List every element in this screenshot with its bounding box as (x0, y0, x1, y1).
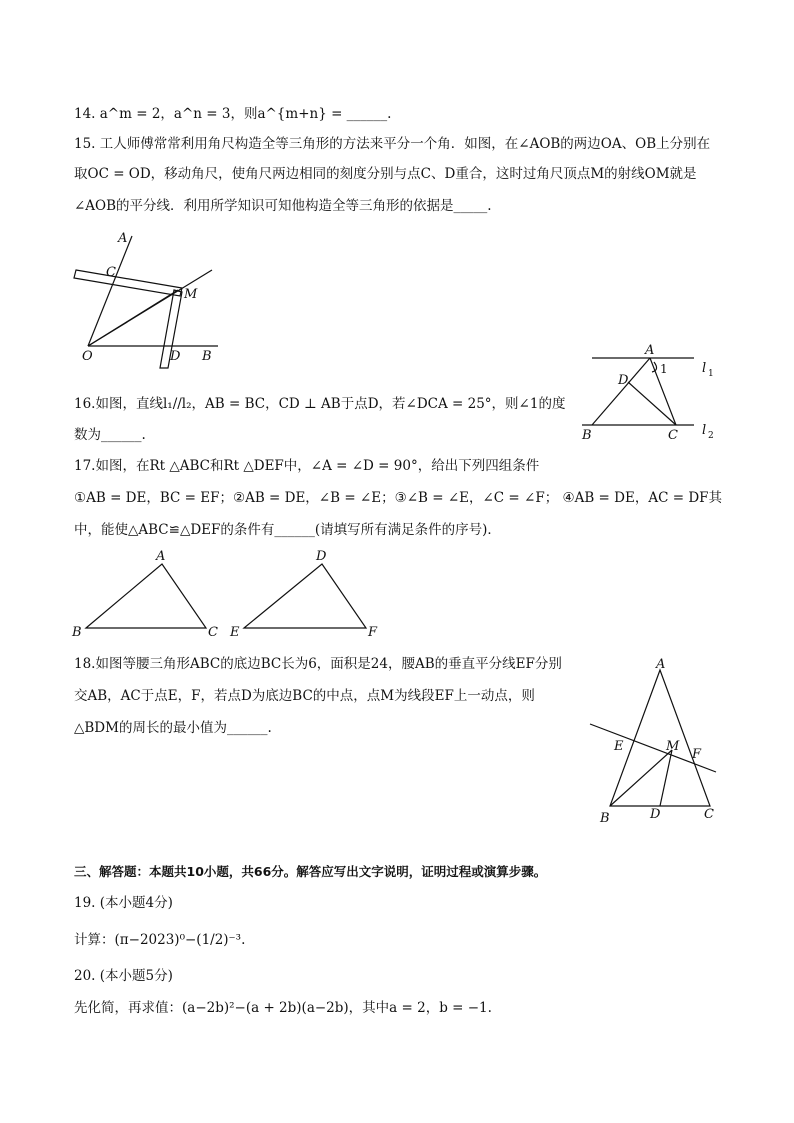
q17-figure-abc (70, 548, 230, 643)
q20-body: 先化简，再求值：(a−2b)²−(a + 2b)(a−2b)，其中a = 2，b = −1. (74, 1000, 492, 1016)
label-l1: l (702, 361, 707, 376)
q15-line3: ∠AOB的平分线．利用所学知识可知他构造全等三角形的依据是_____. (74, 198, 492, 214)
label-m: M (666, 739, 680, 754)
label-c: C (106, 265, 116, 280)
label-b: B (202, 349, 212, 364)
q17-line2: ①AB = DE，BC = EF；②AB = DE，∠B = ∠E；③∠B = ∠E，∠C = ∠F； ④AB = DE，AC = DF其 (74, 490, 723, 506)
q18-figure (586, 654, 726, 824)
q16-line2: 数为______. (74, 427, 146, 443)
q14-text: 14. a^m = 2，a^n = 3，则a^{m+n} = ______. (74, 106, 392, 122)
segment-cm (88, 290, 178, 346)
label-b: B (582, 428, 592, 443)
segment-ab (592, 358, 650, 425)
label-b: B (72, 625, 82, 640)
label-a: A (156, 549, 166, 564)
q17-line3: 中，能使△ABC≌△DEF的条件有______(请填写所有满足条件的序号)． (74, 522, 501, 538)
q15-line1: 15. 工人师傅常常利用角尺构造全等三角形的方法来平分一个角．如图，在∠AOB的两边OA、OB上分别在 (74, 136, 711, 152)
label-c: C (704, 807, 714, 822)
label-e: E (614, 739, 624, 754)
label-d: D (650, 807, 661, 822)
label-l2-sub: 2 (708, 431, 714, 441)
q15-line2: 取OC = OD，移动角尺，使角尺两边相同的刻度分别与点C、D重合，这时过角尺顶点M的射线OM就是 (74, 166, 697, 182)
q15-figure (70, 228, 230, 368)
triangle-abc (610, 670, 710, 806)
q18-line3: △BDM的周长的最小值为______. (74, 720, 272, 736)
label-l1-sub: 1 (708, 369, 714, 379)
q20-title: 20. (本小题5分) (74, 968, 173, 984)
label-l2: l (702, 423, 707, 438)
section-heading: 三、解答题：本题共10小题，共66分。解答应写出文字说明，证明过程或演算步骤。 (74, 864, 547, 879)
q17-line1: 17.如图，在Rt △ABC和Rt △DEF中，∠A = ∠D = 90°，给出下列四组条件 (74, 458, 540, 474)
label-a: A (656, 657, 666, 672)
q19-title: 19. (本小题4分) (74, 895, 173, 911)
ruler-arm-1 (74, 270, 182, 296)
label-b: B (600, 811, 610, 826)
segment-dm (660, 750, 672, 806)
label-f: F (692, 747, 702, 762)
label-1: 1 (660, 362, 668, 376)
label-o: O (82, 349, 93, 364)
label-a: A (645, 343, 655, 358)
label-a: A (118, 231, 128, 246)
q18-line2: 交AB，AC于点E，F，若点D为底边BC的中点，点M为线段EF上一动点，则 (74, 688, 535, 704)
q18-line1: 18.如图等腰三角形ABC的底边BC长为6，面积是24，腰AB的垂直平分线EF分别 (74, 656, 562, 672)
segment-cd (628, 382, 676, 425)
q17-figure-def (228, 548, 388, 643)
label-d: D (618, 373, 629, 388)
q19-body: 计算：(π−2023)⁰−(1/2)⁻³. (74, 932, 246, 948)
triangle-def (244, 564, 366, 628)
label-d: D (170, 349, 181, 364)
ray-oa (88, 236, 132, 346)
segment-bm (610, 750, 672, 806)
q16-line1: 16.如图，直线l₁//l₂，AB = BC，CD ⊥ AB于点D，若∠DCA = 25°，则∠1的度 (74, 396, 566, 412)
triangle-abc (86, 564, 206, 628)
label-e: E (230, 625, 240, 640)
label-m: M (184, 287, 198, 302)
label-f: F (368, 625, 378, 640)
q16-figure (578, 342, 718, 442)
label-c: C (668, 428, 678, 443)
label-d: D (316, 549, 327, 564)
label-c: C (208, 625, 218, 640)
